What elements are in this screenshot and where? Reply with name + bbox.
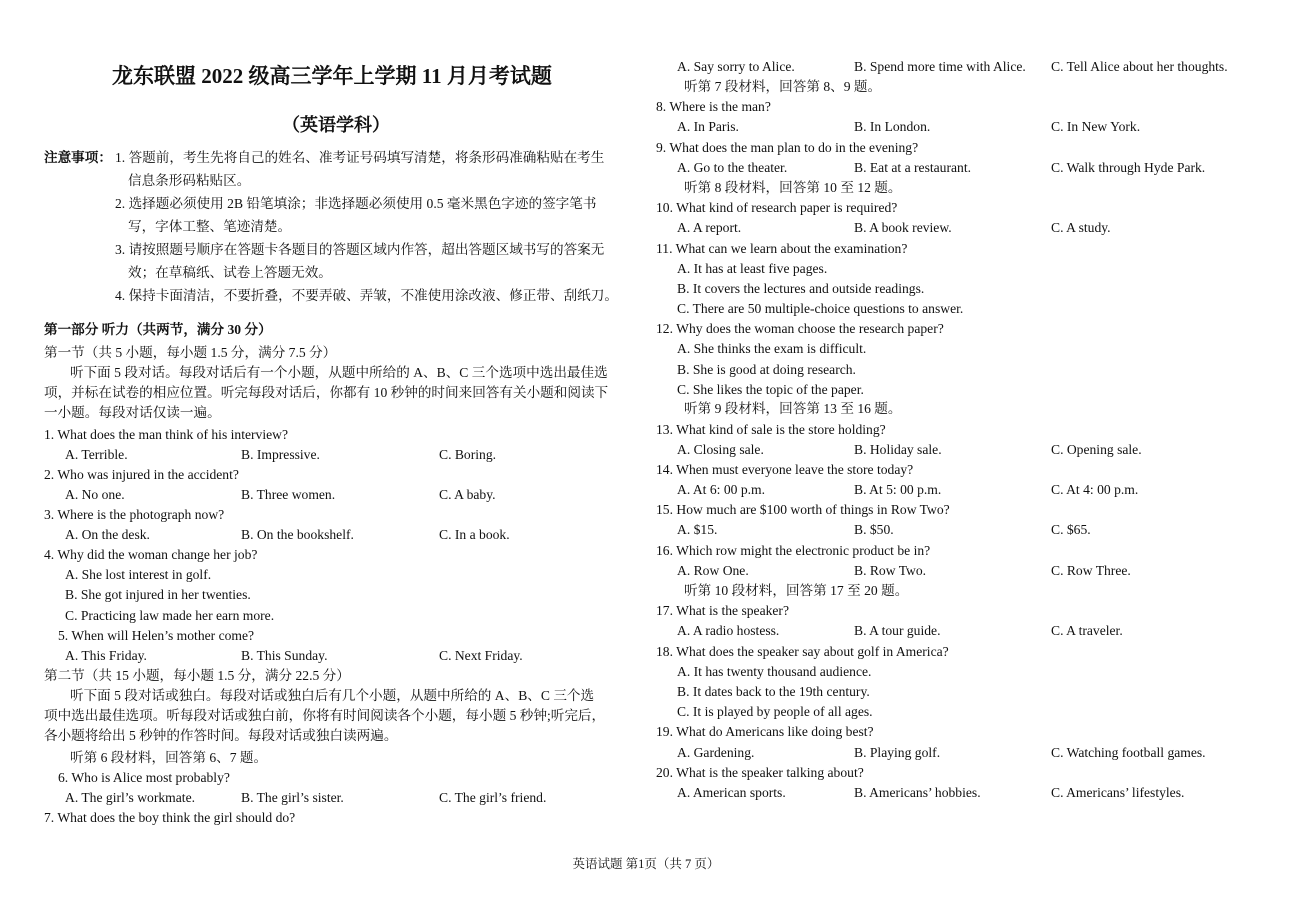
q12-option-b: B. She is good at doing research. <box>677 362 856 377</box>
q10-option-b: B. A book review. <box>854 220 952 235</box>
sec1-instr-3: 一小题。每段对话仅读一遍。 <box>44 405 221 420</box>
question-19: 19. What do Americans like doing best? <box>656 724 874 739</box>
q11-option-a: A. It has at least five pages. <box>677 261 828 276</box>
q5-option-a: A. This Friday. <box>65 648 147 663</box>
q1-option-b: B. Impressive. <box>241 447 320 462</box>
sec2-heading: 第二节（共 15 小题，每小题 1.5 分，满分 22.5 分） <box>44 668 350 683</box>
q2-option-a: A. No one. <box>65 487 125 502</box>
q17-option-b: B. A tour guide. <box>854 623 941 638</box>
q19-option-b: B. Playing golf. <box>854 745 941 760</box>
q3-option-c: C. In a book. <box>439 527 510 542</box>
q7-option-a: A. Say sorry to Alice. <box>677 59 795 74</box>
page-subtitle: （英语学科） <box>282 115 390 135</box>
q13-option-c: C. Opening sale. <box>1051 442 1142 457</box>
q8-option-c: C. In New York. <box>1051 119 1141 134</box>
note-1a: 1. 答题前，考生先将自己的姓名、准考证号码填写清楚，将条形码准确粘贴在考生 <box>115 150 605 165</box>
page-title: 龙东联盟 2022 级高三学年上学期 11 月月考试题 <box>112 64 552 88</box>
q1-option-c: C. Boring. <box>439 447 497 462</box>
q9-option-b: B. Eat at a restaurant. <box>854 160 972 175</box>
question-11: 11. What can we learn about the examination? <box>656 241 908 256</box>
question-1: 1. What does the man think of his interview? <box>44 427 289 442</box>
q9-option-c: C. Walk through Hyde Park. <box>1051 160 1206 175</box>
question-18: 18. What does the speaker say about golf in America? <box>656 644 949 659</box>
q17-option-c: C. A traveler. <box>1051 623 1123 638</box>
question-12: 12. Why does the woman choose the research paper? <box>656 321 944 336</box>
q18-option-a: A. It has twenty thousand audience. <box>677 664 872 679</box>
q14-option-c: C. At 4: 00 p.m. <box>1051 482 1139 497</box>
question-16: 16. Which row might the electronic product be in? <box>656 543 931 558</box>
question-9: 9. What does the man plan to do in the evening? <box>656 140 919 155</box>
q5-option-c: C. Next Friday. <box>439 648 523 663</box>
q5-option-b: B. This Sunday. <box>241 648 328 663</box>
material-10-note: 听第 10 段材料，回答第 17 至 20 题。 <box>684 583 909 598</box>
q18-option-c: C. It is played by people of all ages. <box>677 704 873 719</box>
sec2-instr-3: 各小题将给出 5 秒钟的作答时间。每段对话或独白读两遍。 <box>44 728 398 743</box>
q18-option-b: B. It dates back to the 19th century. <box>677 684 870 699</box>
question-8: 8. Where is the man? <box>656 99 771 114</box>
question-5: 5. When will Helen’s mother come? <box>58 628 255 643</box>
q1-option-a: A. Terrible. <box>65 447 128 462</box>
question-2: 2. Who was injured in the accident? <box>44 467 239 482</box>
q10-option-c: C. A study. <box>1051 220 1111 235</box>
q4-option-b: B. She got injured in her twenties. <box>65 587 251 602</box>
q13-option-b: B. Holiday sale. <box>854 442 942 457</box>
part1-heading: 第一部分 听力（共两节，满分 30 分） <box>44 322 272 337</box>
q15-option-a: A. $15. <box>677 522 718 537</box>
q2-option-b: B. Three women. <box>241 487 336 502</box>
sec2-instr-1: 听下面 5 段对话或独白。每段对话或独白后有几个小题，从题中所给的 A、B、C 三个选 <box>70 688 595 703</box>
q3-option-a: A. On the desk. <box>65 527 150 542</box>
q12-option-a: A. She thinks the exam is difficult. <box>677 341 867 356</box>
q8-option-a: A. In Paris. <box>677 119 739 134</box>
notes-label: 注意事项： <box>44 150 112 165</box>
material-8-note: 听第 8 段材料，回答第 10 至 12 题。 <box>684 180 902 195</box>
q9-option-a: A. Go to the theater. <box>677 160 788 175</box>
question-7: 7. What does the boy think the girl should do? <box>44 810 296 825</box>
q14-option-b: B. At 5: 00 p.m. <box>854 482 942 497</box>
question-3: 3. Where is the photograph now? <box>44 507 225 522</box>
q6-option-a: A. The girl’s workmate. <box>65 790 195 805</box>
sec1-instr-1: 听下面 5 段对话。每段对话后有一个小题，从题中所给的 A、B、C 三个选项中选出最佳选 <box>70 365 608 380</box>
question-17: 17. What is the speaker? <box>656 603 789 618</box>
question-6: 6. Who is Alice most probably? <box>58 770 230 785</box>
q12-option-c: C. She likes the topic of the paper. <box>677 382 864 397</box>
q20-option-a: A. American sports. <box>677 785 786 800</box>
note-2b: 写，字体工整、笔迹清楚。 <box>128 219 292 234</box>
q15-option-b: B. $50. <box>854 522 894 537</box>
note-3b: 效；在草稿纸、试卷上答题无效。 <box>128 265 332 280</box>
note-1b: 信息条形码粘贴区。 <box>128 173 251 188</box>
material-7-note: 听第 7 段材料，回答第 8、9 题。 <box>684 79 882 94</box>
question-15: 15. How much are $100 worth of things in Row Two? <box>656 502 950 517</box>
q16-option-b: B. Row Two. <box>854 563 927 578</box>
q4-option-a: A. She lost interest in golf. <box>65 567 212 582</box>
q8-option-b: B. In London. <box>854 119 931 134</box>
sec2-instr-2: 项中选出最佳选项。听每段对话或独白前，你将有时间阅读各个小题，每小题 5 秒钟;听完后， <box>44 708 606 723</box>
note-4: 4. 保持卡面清洁，不要折叠，不要弄破、弄皱，不准使用涂改液、修正带、刮纸刀。 <box>115 288 618 303</box>
sec1-instr-2: 项，并标在试卷的相应位置。听完每段对话后，你都有 10 秒钟的时间来回答有关小题和阅读下 <box>44 385 609 400</box>
q6-option-b: B. The girl’s sister. <box>241 790 344 805</box>
q4-option-c: C. Practicing law made her earn more. <box>65 608 275 623</box>
note-2a: 2. 选择题必须使用 2B 铅笔填涂；非选择题必须使用 0.5 毫米黑色字迹的签字笔书 <box>115 196 597 211</box>
q19-option-a: A. Gardening. <box>677 745 755 760</box>
q19-option-c: C. Watching football games. <box>1051 745 1206 760</box>
note-3a: 3. 请按照题号顺序在答题卡各题目的答题区域内作答，超出答题区域书写的答案无 <box>115 242 605 257</box>
page-footer: 英语试题 第1页（共 7 页） <box>572 857 720 871</box>
q15-option-c: C. $65. <box>1051 522 1091 537</box>
q11-option-b: B. It covers the lectures and outside readings. <box>677 281 925 296</box>
q13-option-a: A. Closing sale. <box>677 442 764 457</box>
question-20: 20. What is the speaker talking about? <box>656 765 864 780</box>
q7-option-b: B. Spend more time with Alice. <box>854 59 1026 74</box>
q3-option-b: B. On the bookshelf. <box>241 527 354 542</box>
q2-option-c: C. A baby. <box>439 487 496 502</box>
q7-option-c: C. Tell Alice about her thoughts. <box>1051 59 1228 74</box>
q16-option-a: A. Row One. <box>677 563 749 578</box>
q16-option-c: C. Row Three. <box>1051 563 1131 578</box>
q14-option-a: A. At 6: 00 p.m. <box>677 482 765 497</box>
question-14: 14. When must everyone leave the store today? <box>656 462 914 477</box>
q11-option-c: C. There are 50 multiple-choice questions to answer. <box>677 301 964 316</box>
sec1-heading: 第一节（共 5 小题，每小题 1.5 分，满分 7.5 分） <box>44 345 337 360</box>
question-13: 13. What kind of sale is the store holding? <box>656 422 886 437</box>
question-4: 4. Why did the woman change her job? <box>44 547 258 562</box>
q20-option-c: C. Americans’ lifestyles. <box>1051 785 1185 800</box>
q20-option-b: B. Americans’ hobbies. <box>854 785 981 800</box>
material-6-note: 听第 6 段材料，回答第 6、7 题。 <box>70 750 268 765</box>
q10-option-a: A. A report. <box>677 220 742 235</box>
material-9-note: 听第 9 段材料，回答第 13 至 16 题。 <box>684 401 902 416</box>
q6-option-c: C. The girl’s friend. <box>439 790 547 805</box>
question-10: 10. What kind of research paper is required? <box>656 200 898 215</box>
q17-option-a: A. A radio hostess. <box>677 623 780 638</box>
